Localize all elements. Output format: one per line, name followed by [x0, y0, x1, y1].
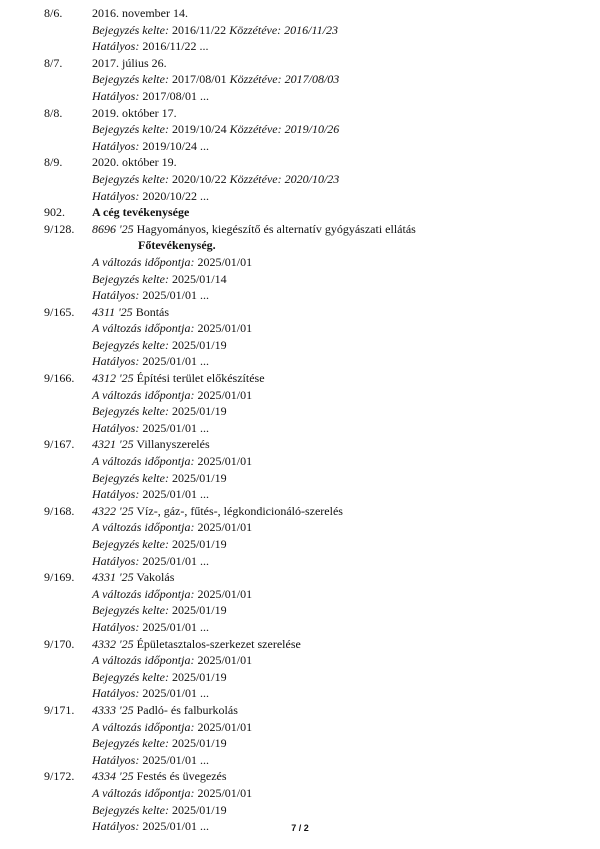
value: 2025/01/01 [197, 520, 253, 535]
label: Hatályos: [92, 819, 140, 834]
entry [0, 105, 600, 155]
label: Bejegyzés kelte: [92, 802, 169, 817]
activity-entry [0, 370, 600, 436]
activity-name: Villanyszerelés [136, 437, 210, 452]
value: 2020/10/23 [284, 171, 340, 186]
label: Hatályos: [92, 619, 140, 634]
value: 2016/11/22 [171, 22, 227, 37]
value: 2025/01/19 [171, 337, 227, 352]
main-activity-label: Főtevékenység. [138, 238, 216, 253]
entry [0, 154, 600, 204]
label: Közzétéve: [229, 122, 282, 137]
activity-name: Épületasztalos-szerkezet szerelése [136, 636, 301, 651]
label: A változás időpontja: [92, 520, 195, 535]
label: A változás időpontja: [92, 254, 195, 269]
value: 2020/10/22 ... [142, 188, 209, 203]
activity-entry [0, 436, 600, 502]
section-number: 902. [44, 205, 65, 220]
value: 2019/10/24 [171, 122, 227, 137]
value: 2019/10/24 ... [142, 138, 209, 153]
label: Hatályos: [92, 288, 140, 303]
label: A változás időpontja: [92, 653, 195, 668]
activity-name: Építési terület előkészítése [136, 371, 265, 386]
activity-code: 4322 '25 [92, 503, 134, 518]
activity-code: 4321 '25 [92, 437, 134, 452]
activity-entry [0, 503, 600, 569]
entry-number: 9/165. [44, 304, 75, 319]
entry-number: 9/128. [44, 221, 75, 236]
entry-number: 8/8. [44, 105, 63, 120]
entry-date: 2016. november 14. [92, 6, 188, 20]
label: Bejegyzés kelte: [92, 337, 169, 352]
value: 2019/10/26 [284, 122, 340, 137]
entry [0, 5, 600, 55]
label: Hatályos: [92, 553, 140, 568]
value: 2025/01/01 [197, 653, 253, 668]
value: 2025/01/01 ... [142, 819, 209, 834]
label: Bejegyzés kelte: [92, 669, 169, 684]
entry-number: 8/7. [44, 55, 63, 70]
entry-number: 8/9. [44, 155, 63, 170]
page-number: 7 / 2 [291, 823, 309, 833]
value: 2025/01/01 [197, 321, 253, 336]
label: Bejegyzés kelte: [92, 122, 169, 137]
value: 2025/01/19 [171, 470, 227, 485]
label: Bejegyzés kelte: [92, 603, 169, 618]
value: 2025/01/01 [197, 785, 253, 800]
activity-entry [0, 221, 600, 304]
value: 2017/08/01 [171, 72, 227, 87]
label: Hatályos: [92, 88, 140, 103]
label: Hatályos: [92, 420, 140, 435]
value: 2020/10/22 [171, 171, 227, 186]
label: Bejegyzés kelte: [92, 271, 169, 286]
label: Közzétéve: [229, 72, 282, 87]
label: Hatályos: [92, 39, 140, 54]
value: 2016/11/22 ... [142, 39, 209, 54]
entry-date: 2017. július 26. [92, 55, 167, 70]
activity-code: 4333 '25 [92, 702, 134, 717]
label: Bejegyzés kelte: [92, 22, 169, 37]
label: Bejegyzés kelte: [92, 470, 169, 485]
value: 2025/01/01 [197, 719, 253, 734]
value: 2025/01/01 [197, 586, 253, 601]
activity-name: Víz-, gáz-, fűtés-, légkondicionáló-szerelés [136, 503, 343, 518]
entry-number: 9/171. [44, 702, 75, 717]
activity-code: 4334 '25 [92, 769, 134, 784]
value: 2025/01/01 [197, 454, 253, 469]
entry-number: 9/170. [44, 636, 75, 651]
label: A változás időpontja: [92, 387, 195, 402]
value: 2025/01/01 [197, 387, 253, 402]
value: 2017/08/01 ... [142, 88, 209, 103]
entry-number: 8/6. [44, 6, 63, 20]
value: 2025/01/14 [171, 271, 227, 286]
entry-number: 9/166. [44, 371, 75, 386]
entry-number: 9/168. [44, 503, 75, 518]
activity-entry [0, 702, 600, 768]
value: 2017/08/03 [284, 72, 340, 87]
label: Bejegyzés kelte: [92, 72, 169, 87]
activity-entry [0, 569, 600, 635]
value: 2025/01/01 ... [142, 553, 209, 568]
activity-name: Padló- és falburkolás [136, 702, 238, 717]
entry-number: 9/172. [44, 769, 75, 784]
activity-name: Hagyományos, kiegészítő és alternatív gyógyászati ellátás [136, 221, 416, 236]
label: Bejegyzés kelte: [92, 736, 169, 751]
label: Hatályos: [92, 686, 140, 701]
value: 2025/01/01 ... [142, 619, 209, 634]
activity-name: Festés és üvegezés [136, 769, 227, 784]
activity-code: 4311 '25 [92, 304, 133, 319]
value: 2025/01/01 ... [142, 354, 209, 369]
activity-code: 4331 '25 [92, 570, 134, 585]
section-heading [0, 204, 600, 221]
activity-code: 4332 '25 [92, 636, 134, 651]
entry-date: 2020. október 19. [92, 155, 177, 170]
label: Hatályos: [92, 188, 140, 203]
activity-entry [0, 636, 600, 702]
label: Hatályos: [92, 354, 140, 369]
label: Hatályos: [92, 752, 140, 767]
value: 2016/11/23 [284, 22, 338, 37]
value: 2025/01/19 [171, 603, 227, 618]
value: 2025/01/01 ... [142, 686, 209, 701]
value: 2025/01/19 [171, 404, 227, 419]
entry-number: 9/167. [44, 437, 75, 452]
label: Közzétéve: [229, 22, 282, 37]
value: 2025/01/19 [171, 736, 227, 751]
label: Bejegyzés kelte: [92, 171, 169, 186]
value: 2025/01/01 ... [142, 487, 209, 502]
activity-name: Bontás [135, 304, 170, 319]
label: A változás időpontja: [92, 454, 195, 469]
section-title: A cég tevékenysége [92, 205, 190, 220]
value: 2025/01/01 ... [142, 288, 209, 303]
value: 2025/01/01 ... [142, 420, 209, 435]
label: Bejegyzés kelte: [92, 404, 169, 419]
document-body [0, 5, 600, 835]
label: Hatályos: [92, 487, 140, 502]
value: 2025/01/01 [197, 254, 253, 269]
label: Közzétéve: [229, 171, 282, 186]
label: A változás időpontja: [92, 586, 195, 601]
label: A változás időpontja: [92, 719, 195, 734]
value: 2025/01/01 ... [142, 752, 209, 767]
value: 2025/01/19 [171, 669, 227, 684]
activity-code: 4312 '25 [92, 371, 134, 386]
entry-number: 9/169. [44, 570, 75, 585]
entry-date: 2019. október 17. [92, 105, 177, 120]
entry [0, 55, 600, 105]
label: Hatályos: [92, 138, 140, 153]
activity-name: Vakolás [136, 570, 175, 585]
value: 2025/01/19 [171, 802, 227, 817]
value: 2025/01/19 [171, 537, 227, 551]
label: Bejegyzés kelte: [92, 537, 169, 551]
label: A változás időpontja: [92, 785, 195, 800]
label: A változás időpontja: [92, 321, 195, 336]
activity-entry [0, 304, 600, 370]
activity-code: 8696 '25 [92, 221, 134, 236]
